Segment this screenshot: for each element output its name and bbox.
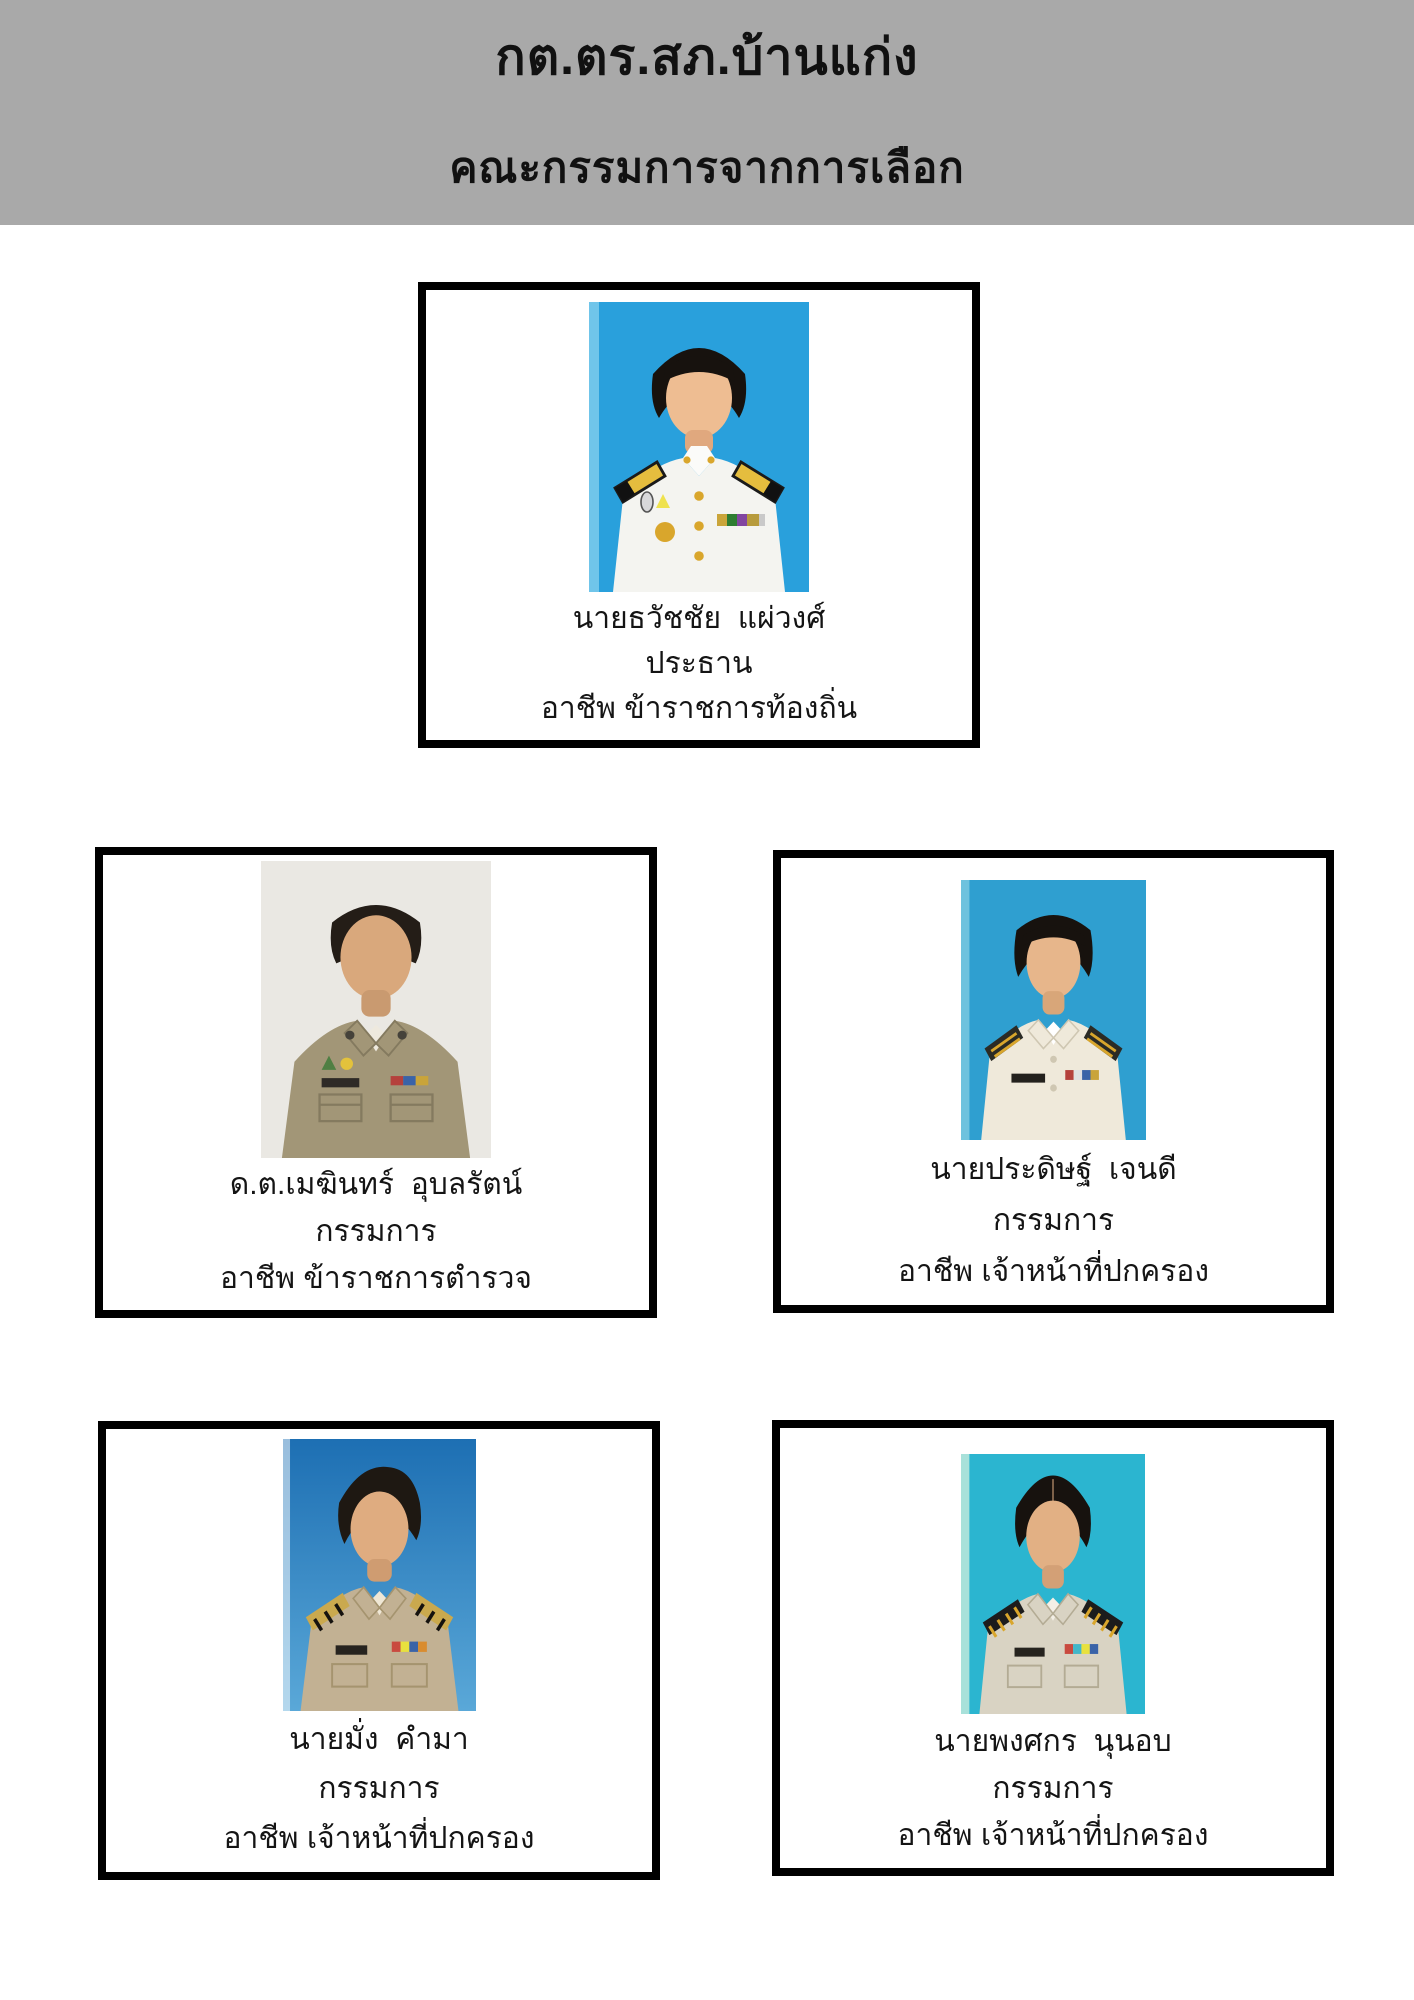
portrait-photo xyxy=(961,880,1146,1140)
member-name: นายธวัชชัย แผ่วงศ์ xyxy=(572,601,826,635)
page-subtitle: คณะกรรมการจากการเลือก xyxy=(449,144,965,191)
member-photo xyxy=(589,302,809,592)
member-photo xyxy=(283,1439,476,1711)
committee-card-member-3 xyxy=(98,1421,660,1880)
committee-card-member-4 xyxy=(772,1420,1334,1876)
member-labels xyxy=(106,1711,652,1872)
portrait-photo xyxy=(589,302,809,592)
member-photo xyxy=(261,861,491,1158)
member-role: กรรมการ xyxy=(992,1771,1114,1805)
member-name: นายมั่ง คำมา xyxy=(289,1722,469,1756)
member-labels xyxy=(103,1158,649,1310)
committee-card-chairman xyxy=(418,282,980,748)
header-banner xyxy=(0,0,1414,225)
page-title: กต.ตร.สภ.บ้านแก่ง xyxy=(495,29,919,85)
member-role: กรรมการ xyxy=(315,1214,437,1248)
committee-card-member-1 xyxy=(95,847,657,1318)
member-role: ประธาน xyxy=(645,646,753,680)
member-labels xyxy=(781,1140,1326,1305)
portrait-photo xyxy=(261,861,491,1158)
member-name: นายประดิษฐ์ เจนดี xyxy=(930,1152,1177,1186)
portrait-photo xyxy=(961,1454,1145,1714)
member-role: กรรมการ xyxy=(318,1772,440,1806)
member-name: นายพงศกร นุนอบ xyxy=(934,1724,1172,1758)
committee-card-member-2 xyxy=(773,850,1334,1313)
member-occupation: อาชีพ เจ้าหน้าที่ปกครอง xyxy=(898,1254,1209,1288)
member-labels xyxy=(426,592,972,740)
portrait-photo xyxy=(283,1439,476,1711)
member-name: ด.ต.เมฆินทร์ อุบลรัตน์ xyxy=(229,1168,523,1202)
member-labels xyxy=(780,1714,1326,1868)
member-occupation: อาชีพ ข้าราชการท้องถิ่น xyxy=(540,692,858,726)
member-role: กรรมการ xyxy=(992,1203,1115,1237)
member-occupation: อาชีพ เจ้าหน้าที่ปกครอง xyxy=(223,1822,535,1856)
member-occupation: อาชีพ ข้าราชการตำรวจ xyxy=(220,1261,532,1295)
member-photo xyxy=(961,880,1146,1140)
member-photo xyxy=(961,1454,1145,1714)
member-occupation: อาชีพ เจ้าหน้าที่ปกครอง xyxy=(897,1819,1209,1853)
